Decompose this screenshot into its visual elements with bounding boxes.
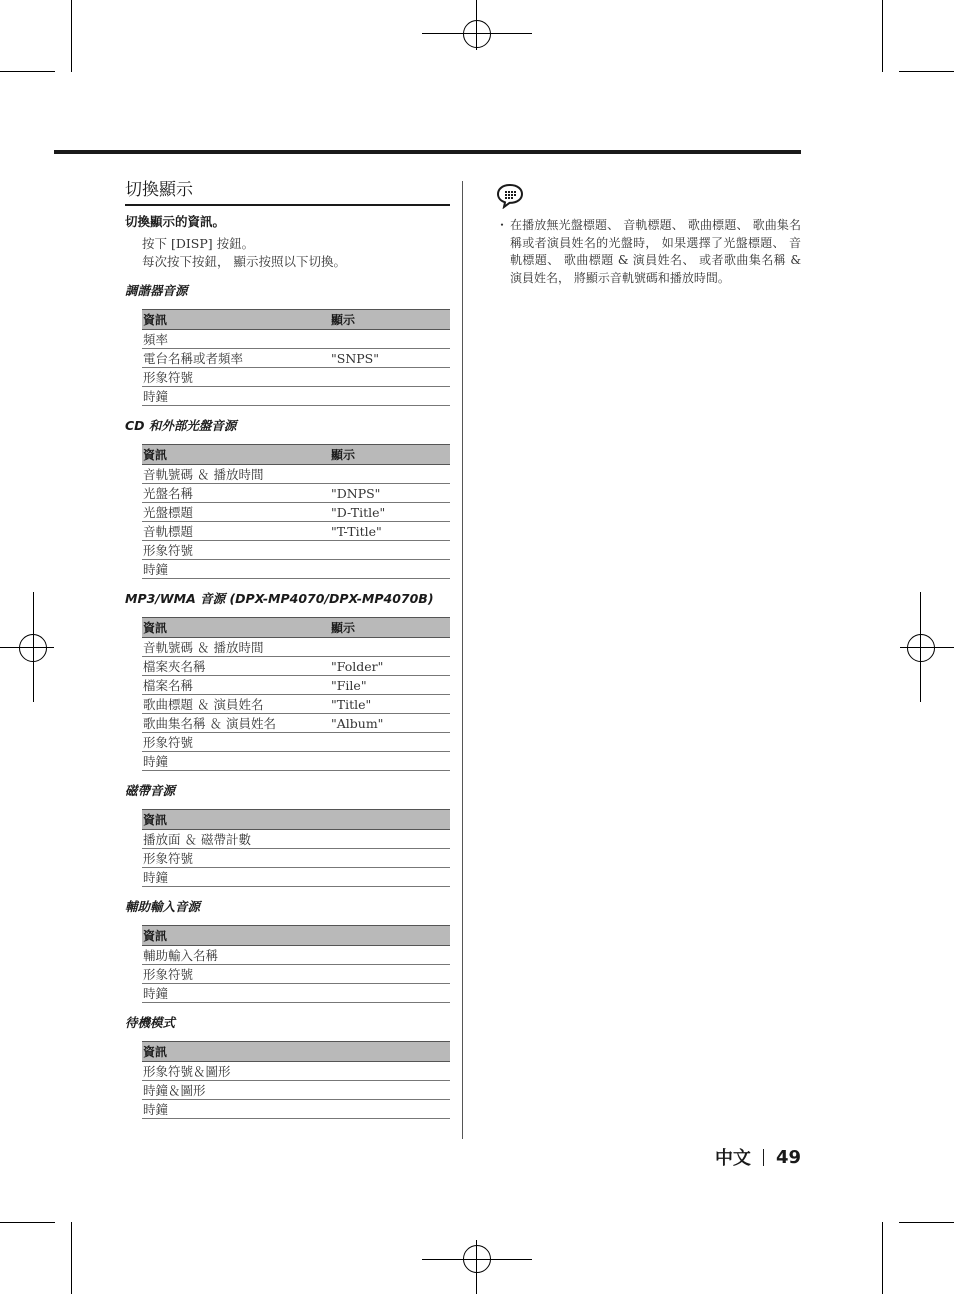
info-table bbox=[142, 444, 450, 579]
table-row bbox=[142, 484, 450, 503]
table-row bbox=[142, 733, 450, 752]
table-row bbox=[142, 868, 450, 887]
crop-mark-bottom-left-v bbox=[71, 1222, 72, 1294]
footer-language: 中文 bbox=[714, 1148, 751, 1169]
cell-info: 形象符號 bbox=[142, 368, 330, 387]
cell-info: 形象符號 bbox=[142, 733, 330, 752]
cell-display: "File" bbox=[330, 676, 450, 695]
header-info: 資訊 bbox=[142, 926, 330, 946]
cell-info: 音軌標題 bbox=[142, 522, 330, 541]
crop-mark-bottom-right-v bbox=[882, 1222, 883, 1294]
header-info: 資訊 bbox=[142, 310, 330, 330]
table-row bbox=[142, 522, 450, 541]
cell-display: "Album" bbox=[330, 714, 450, 733]
table-row bbox=[142, 984, 450, 1003]
table-row bbox=[142, 541, 450, 560]
table-row bbox=[142, 638, 450, 657]
table-row bbox=[142, 387, 450, 406]
cell-display bbox=[330, 830, 450, 849]
header-display: 顯示 bbox=[330, 618, 450, 638]
cell-display bbox=[330, 984, 450, 1003]
cell-info: 形象符號 bbox=[142, 849, 330, 868]
table-header-row bbox=[142, 810, 450, 830]
note-item bbox=[496, 217, 801, 287]
header-info: 資訊 bbox=[142, 810, 330, 830]
crop-mark-top-right-h bbox=[899, 71, 954, 72]
table-header-row bbox=[142, 310, 450, 330]
cell-info: 播放面 ＆ 磁帶計數 bbox=[142, 830, 330, 849]
table-header-row bbox=[142, 618, 450, 638]
table-header-row bbox=[142, 445, 450, 465]
footer-separator bbox=[763, 1149, 764, 1166]
table-row bbox=[142, 1100, 450, 1119]
header-info: 資訊 bbox=[142, 445, 330, 465]
header-info: 資訊 bbox=[142, 1042, 330, 1062]
table-row bbox=[142, 676, 450, 695]
table-row bbox=[142, 946, 450, 965]
cell-info: 檔案名稱 bbox=[142, 676, 330, 695]
cell-info: 形象符號 bbox=[142, 965, 330, 984]
header-display bbox=[330, 1042, 450, 1062]
cell-display bbox=[330, 1100, 450, 1119]
sections bbox=[125, 283, 450, 1119]
cell-info: 時鐘＆圖形 bbox=[142, 1081, 330, 1100]
header-display bbox=[330, 810, 450, 830]
cell-display bbox=[330, 330, 450, 349]
cell-info: 時鐘 bbox=[142, 984, 330, 1003]
cell-display bbox=[330, 752, 450, 771]
section-title: 待機模式 bbox=[125, 1015, 176, 1030]
info-table bbox=[142, 309, 450, 406]
crop-mark-top-right-v bbox=[882, 0, 883, 72]
cell-display: "Title" bbox=[330, 695, 450, 714]
cell-info: 歌曲集名稱 ＆ 演員姓名 bbox=[142, 714, 330, 733]
info-table bbox=[142, 809, 450, 887]
intro-line: 按下 [DISP] 按鈕。 bbox=[142, 236, 255, 251]
table-row bbox=[142, 695, 450, 714]
cell-display: "T-Title" bbox=[330, 522, 450, 541]
page-number: 49 bbox=[775, 1146, 801, 1168]
cell-info: 時鐘 bbox=[142, 1100, 330, 1119]
header-rule bbox=[54, 150, 801, 154]
cell-display: "Folder" bbox=[330, 657, 450, 676]
cell-info: 形象符號＆圖形 bbox=[142, 1062, 330, 1081]
cell-info: 輔助輸入名稱 bbox=[142, 946, 330, 965]
cell-display bbox=[330, 733, 450, 752]
cell-info: 時鐘 bbox=[142, 560, 330, 579]
cell-display bbox=[330, 368, 450, 387]
header-display bbox=[330, 926, 450, 946]
cell-display bbox=[330, 1062, 450, 1081]
page-title: 切換顯示 bbox=[125, 178, 450, 206]
cell-display: "SNPS" bbox=[330, 349, 450, 368]
table-row bbox=[142, 965, 450, 984]
crop-mark-bottom-left-h bbox=[0, 1222, 55, 1223]
crop-mark-bottom-right-h bbox=[899, 1222, 954, 1223]
table-row bbox=[142, 1081, 450, 1100]
cell-info: 形象符號 bbox=[142, 541, 330, 560]
intro-text bbox=[142, 235, 450, 271]
cell-display bbox=[330, 946, 450, 965]
subheading: 切換顯示的資訊。 bbox=[125, 214, 226, 229]
header-display: 顯示 bbox=[330, 310, 450, 330]
cell-info: 光盤名稱 bbox=[142, 484, 330, 503]
table-row bbox=[142, 465, 450, 484]
section-title: 調諧器音源 bbox=[125, 283, 188, 298]
cell-info: 歌曲標題 ＆ 演員姓名 bbox=[142, 695, 330, 714]
section-title: 磁帶音源 bbox=[125, 783, 176, 798]
header-display: 顯示 bbox=[330, 445, 450, 465]
note-speech-bubble-icon bbox=[496, 183, 524, 209]
column-divider bbox=[462, 181, 463, 1139]
page-footer bbox=[715, 1144, 801, 1170]
table-row bbox=[142, 830, 450, 849]
table-row bbox=[142, 503, 450, 522]
cell-display bbox=[330, 465, 450, 484]
left-column bbox=[125, 178, 450, 1119]
cell-info: 檔案夾名稱 bbox=[142, 657, 330, 676]
cell-info: 頻率 bbox=[142, 330, 330, 349]
header-info: 資訊 bbox=[142, 618, 330, 638]
section-title: MP3/WMA 音源 (DPX-MP4070/DPX-MP4070B) bbox=[125, 591, 434, 606]
info-table bbox=[142, 617, 450, 771]
cell-info: 時鐘 bbox=[142, 387, 330, 406]
table-row bbox=[142, 849, 450, 868]
note-bullet: ・ bbox=[496, 218, 509, 232]
cell-info: 時鐘 bbox=[142, 868, 330, 887]
intro-line: 每次按下按鈕， 顯示按照以下切換。 bbox=[142, 254, 346, 269]
table-header-row bbox=[142, 1042, 450, 1062]
cell-info: 音軌號碼 ＆ 播放時間 bbox=[142, 638, 330, 657]
cell-display bbox=[330, 1081, 450, 1100]
table-row bbox=[142, 657, 450, 676]
section-title: 輔助輸入音源 bbox=[125, 899, 201, 914]
table-row bbox=[142, 1062, 450, 1081]
cell-display bbox=[330, 387, 450, 406]
crop-mark-top-left-h bbox=[0, 71, 55, 72]
table-row bbox=[142, 560, 450, 579]
table-row bbox=[142, 714, 450, 733]
cell-info: 光盤標題 bbox=[142, 503, 330, 522]
crop-mark-top-left-v bbox=[71, 0, 72, 72]
note-text: 在播放無光盤標題、 音軌標題、 歌曲標題、 歌曲集名稱或者演員姓名的光盤時， 如果選擇了光盤標題、 音軌標題、 歌曲標題 & 演員姓名、 或者歌曲集名稱 & 演員姓名， 將顯示音軌號碼和播放時間。 bbox=[510, 218, 801, 285]
cell-display: "DNPS" bbox=[330, 484, 450, 503]
table-row bbox=[142, 349, 450, 368]
cell-display: "D-Title" bbox=[330, 503, 450, 522]
info-table bbox=[142, 925, 450, 1003]
table-row bbox=[142, 752, 450, 771]
table-row bbox=[142, 368, 450, 387]
cell-display bbox=[330, 560, 450, 579]
right-column bbox=[496, 183, 801, 287]
cell-display bbox=[330, 965, 450, 984]
table-header-row bbox=[142, 926, 450, 946]
cell-info: 時鐘 bbox=[142, 752, 330, 771]
cell-display bbox=[330, 868, 450, 887]
cell-display bbox=[330, 638, 450, 657]
cell-display bbox=[330, 541, 450, 560]
cell-display bbox=[330, 849, 450, 868]
section-title: CD 和外部光盤音源 bbox=[125, 418, 237, 433]
cell-info: 音軌號碼 ＆ 播放時間 bbox=[142, 465, 330, 484]
cell-info: 電台名稱或者頻率 bbox=[142, 349, 330, 368]
info-table bbox=[142, 1041, 450, 1119]
table-row bbox=[142, 330, 450, 349]
